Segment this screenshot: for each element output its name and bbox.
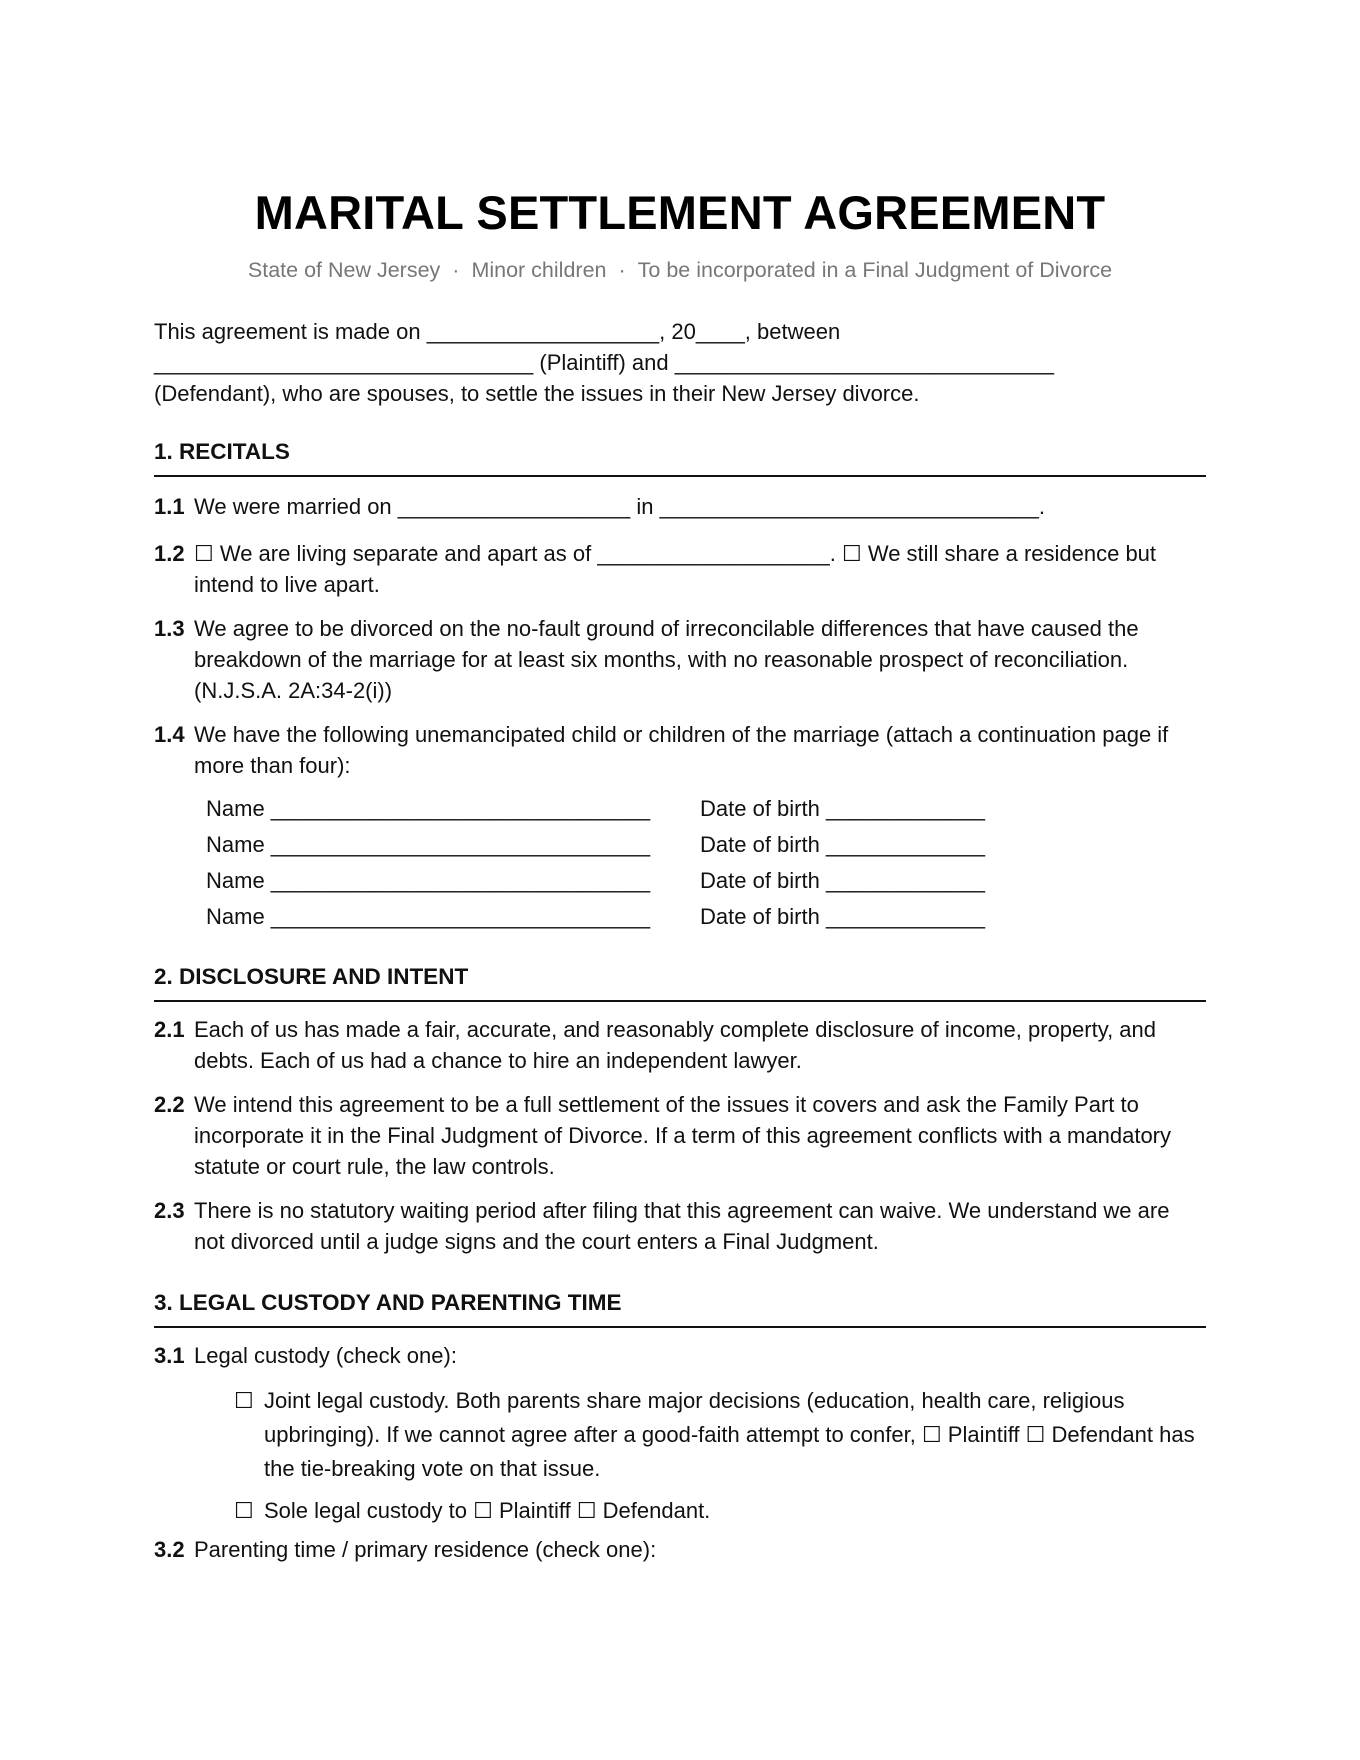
option-text: Joint legal custody. Both parents share major decisions (education, health care, religious upbringing). If we cannot agree after a good-faith attempt to confer, ☐ Plaintiff ☐ Defendant has the tie-breaking vote on that issue.	[264, 1388, 1195, 1481]
clause-text: Legal custody (check one):	[194, 1343, 457, 1368]
clause-number: 1.2	[154, 541, 185, 566]
clause-1-3	[154, 613, 1206, 706]
child-row	[154, 827, 1206, 863]
section-recitals	[154, 437, 1206, 935]
subtitle-separator: ·	[452, 258, 460, 282]
document-subtitle	[154, 256, 1206, 284]
children-list	[154, 791, 1206, 935]
child-dob-field: Date of birth _____________	[700, 832, 986, 857]
clause-3-2	[154, 1534, 1206, 1565]
clause-number: 2.1	[154, 1017, 185, 1042]
child-dob-field: Date of birth _____________	[700, 796, 986, 821]
clause-number: 1.3	[154, 616, 185, 641]
clause-2-2	[154, 1089, 1206, 1182]
clause-text: We were married on ___________________ in _______________________________.	[194, 494, 1046, 519]
section-disclosure	[154, 962, 1206, 1257]
clause-1-1	[154, 491, 1206, 522]
option-joint-custody	[154, 1384, 1206, 1486]
child-row	[154, 791, 1206, 827]
clause-text: There is no statutory waiting period after filing that this agreement can waive. We understand we are not divorced until a judge signs and the court enters a Final Judgment.	[194, 1198, 1170, 1254]
clause-text: We intend this agreement to be a full settlement of the issues it covers and ask the Family Part to incorporate it in the Final Judgment of Divorce. If a term of this agreement conflicts with a mandatory statute or court rule, the law controls.	[194, 1092, 1172, 1179]
clause-number: 1.1	[154, 494, 185, 519]
child-name-field: Name _______________________________	[206, 832, 651, 857]
child-row	[154, 899, 1206, 935]
clause-2-1	[154, 1014, 1206, 1076]
clause-number: 1.4	[154, 722, 185, 747]
subtitle-separator: ·	[618, 258, 626, 282]
option-text: Sole legal custody to ☐ Plaintiff ☐ Defendant.	[264, 1498, 711, 1523]
checkbox: ☐	[234, 1498, 254, 1523]
subtitle-incorporation: To be incorporated in a Final Judgment of Divorce	[637, 258, 1113, 282]
section-custody	[154, 1288, 1206, 1565]
child-dob-field: Date of birth _____________	[700, 868, 986, 893]
clause-text: Each of us has made a fair, accurate, and reasonably complete disclosure of income, property, and debts. Each of us had a chance to hire an independent lawyer.	[194, 1017, 1157, 1073]
clause-text: Parenting time / primary residence (check one):	[194, 1537, 657, 1562]
child-name-field: Name _______________________________	[206, 904, 651, 929]
checkbox: ☐	[234, 1388, 254, 1413]
clause-1-2	[154, 538, 1206, 600]
subtitle-state: State of New Jersey	[247, 258, 441, 282]
intro-line: _______________________________ (Plaintiff) and _______________________________	[154, 350, 1055, 375]
intro-line: This agreement is made on ___________________, 20____, between	[154, 319, 841, 344]
subtitle-children: Minor children	[471, 258, 607, 282]
clause-number: 3.2	[154, 1537, 185, 1562]
intro-line: (Defendant), who are spouses, to settle the issues in their New Jersey divorce.	[154, 381, 920, 406]
clause-number: 2.3	[154, 1198, 185, 1223]
document-title: MARITAL SETTLEMENT AGREEMENT	[254, 186, 1106, 239]
child-row	[154, 863, 1206, 899]
child-name-field: Name _______________________________	[206, 796, 651, 821]
option-sole-custody	[154, 1494, 1206, 1528]
section-heading: 2. DISCLOSURE AND INTENT	[154, 962, 1206, 1002]
intro-paragraph	[154, 316, 1206, 409]
child-name-field: Name _______________________________	[206, 868, 651, 893]
child-dob-field: Date of birth _____________	[700, 904, 986, 929]
clause-2-3	[154, 1195, 1206, 1257]
section-heading: 3. LEGAL CUSTODY AND PARENTING TIME	[154, 1288, 1206, 1328]
clause-text: We agree to be divorced on the no-fault ground of irreconcilable differences that have caused the breakdown of the marriage for at least six months, with no reasonable prospect of reconciliation. (N.J.S.A. 2A:34-2(i))	[194, 616, 1139, 703]
clause-text: ☐ We are living separate and apart as of ___________________. ☐ We still share a residence but intend to live apart.	[194, 541, 1157, 597]
section-heading: 1. RECITALS	[154, 437, 1206, 477]
clause-3-1	[154, 1340, 1206, 1371]
clause-number: 3.1	[154, 1343, 185, 1368]
clause-number: 2.2	[154, 1092, 185, 1117]
clause-text: We have the following unemancipated child or children of the marriage (attach a continuation page if more than four):	[194, 722, 1169, 778]
clause-1-4	[154, 719, 1206, 781]
